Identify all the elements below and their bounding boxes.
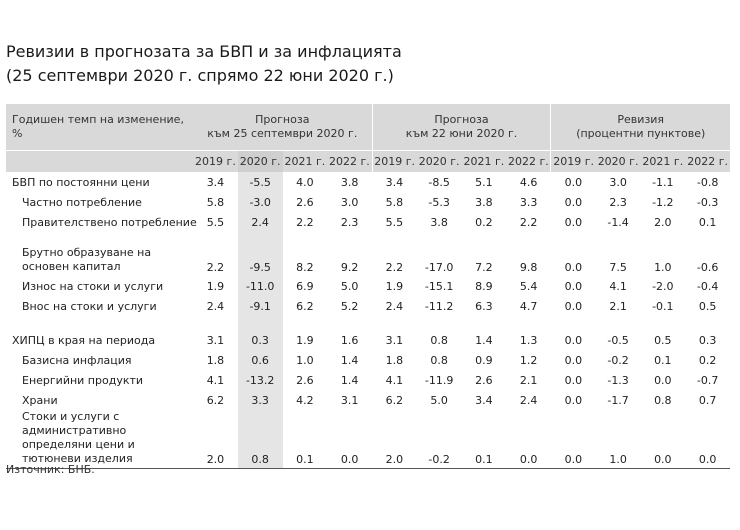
value-cell: 5.5 bbox=[206, 215, 225, 229]
document-title bbox=[6, 40, 402, 88]
row-label: Енергийни продукти bbox=[22, 373, 144, 387]
value-cell: 1.0 bbox=[654, 261, 672, 274]
value-cell: -0.4 bbox=[696, 279, 719, 293]
value-cell: -0.1 bbox=[652, 299, 674, 313]
group-header-row bbox=[6, 104, 730, 151]
value-cell: 7.5 bbox=[609, 261, 627, 274]
group-june-line1: Прогноза bbox=[434, 113, 489, 126]
value-cell: 2.1 bbox=[519, 373, 538, 387]
value-cell: -1.3 bbox=[607, 373, 629, 387]
row-label: Правителствено потребление bbox=[22, 215, 197, 229]
value-cell: -0.3 bbox=[696, 195, 719, 209]
value-cell: -1.7 bbox=[607, 393, 629, 407]
value-cell: -5.5 bbox=[238, 172, 283, 192]
table-row bbox=[6, 390, 730, 410]
table-row bbox=[6, 232, 730, 276]
spacer-cell bbox=[506, 316, 551, 330]
value-cell: 2.4 bbox=[385, 299, 404, 313]
value-cell: 0.2 bbox=[475, 215, 493, 229]
value-cell: 0.0 bbox=[564, 299, 583, 313]
value-cell: 3.0 bbox=[609, 175, 627, 189]
value-cell: 1.9 bbox=[385, 279, 404, 293]
spacer-cell bbox=[238, 316, 283, 330]
table-row bbox=[6, 370, 730, 390]
year-header: 2019 г. bbox=[551, 151, 596, 173]
spacer-row bbox=[6, 316, 730, 330]
value-cell: -3.0 bbox=[238, 192, 283, 212]
value-cell: 3.3 bbox=[519, 195, 538, 209]
value-cell: 0.8 bbox=[430, 333, 448, 347]
value-cell: 1.4 bbox=[340, 373, 359, 387]
value-cell: -9.1 bbox=[238, 296, 283, 316]
value-cell: 2.4 bbox=[206, 299, 225, 313]
value-cell: -11.2 bbox=[424, 299, 454, 313]
value-cell: 6.3 bbox=[475, 299, 493, 313]
value-cell: -0.2 bbox=[417, 410, 462, 469]
value-cell: -8.5 bbox=[428, 175, 450, 189]
value-cell: 8.2 bbox=[296, 261, 314, 274]
value-cell: 2.0 bbox=[193, 410, 238, 469]
spacer-cell bbox=[640, 316, 685, 330]
value-cell: 1.6 bbox=[340, 333, 359, 347]
spacer-cell bbox=[551, 316, 596, 330]
source-note: Източник: БНБ. bbox=[6, 463, 95, 476]
group-header-june bbox=[372, 104, 551, 151]
spacer-cell bbox=[685, 316, 730, 330]
value-cell: 0.0 bbox=[654, 373, 672, 387]
value-cell: 1.2 bbox=[519, 353, 538, 367]
value-cell: 0.0 bbox=[564, 195, 583, 209]
value-cell: 5.5 bbox=[385, 215, 404, 229]
value-cell: 1.9 bbox=[296, 333, 314, 347]
value-cell: -13.2 bbox=[238, 370, 283, 390]
value-cell: 0.0 bbox=[564, 353, 583, 367]
table-row bbox=[6, 410, 730, 469]
value-cell: 3.8 bbox=[430, 215, 448, 229]
value-cell: 2.1 bbox=[609, 299, 627, 313]
value-cell: 5.0 bbox=[430, 393, 448, 407]
group-june-line2: към 22 юни 2020 г. bbox=[405, 127, 518, 140]
row-label: Частно потребление bbox=[22, 195, 142, 209]
value-cell: 2.2 bbox=[519, 215, 538, 229]
value-cell: 6.2 bbox=[296, 299, 314, 313]
value-cell: 6.2 bbox=[206, 393, 225, 407]
value-cell: 2.2 bbox=[296, 215, 314, 229]
title-line-2: (25 септември 2020 г. спрямо 22 юни 2020 г.) bbox=[6, 66, 394, 85]
value-cell: 2.6 bbox=[475, 373, 493, 387]
value-cell: 4.6 bbox=[519, 175, 538, 189]
value-cell: 3.8 bbox=[475, 195, 493, 209]
value-cell: 2.2 bbox=[206, 261, 225, 274]
value-cell: 9.2 bbox=[340, 261, 359, 274]
value-cell: 0.1 bbox=[654, 353, 672, 367]
value-cell: 2.6 bbox=[296, 373, 314, 387]
spacer-cell bbox=[327, 316, 372, 330]
value-cell: 5.4 bbox=[519, 279, 538, 293]
row-label: Брутно образуване на основен капитал bbox=[22, 246, 152, 273]
value-cell: 8.9 bbox=[475, 279, 493, 293]
year-header: 2020 г. bbox=[596, 151, 641, 173]
table-row bbox=[6, 172, 730, 192]
year-header: 2020 г. bbox=[238, 151, 283, 173]
value-cell: 2.6 bbox=[296, 195, 314, 209]
value-cell: 0.0 bbox=[564, 333, 583, 347]
revision-table bbox=[6, 104, 730, 469]
value-cell: 1.4 bbox=[340, 353, 359, 367]
value-cell: 0.5 bbox=[654, 333, 672, 347]
value-cell: 4.1 bbox=[206, 373, 225, 387]
value-cell: 4.2 bbox=[296, 393, 314, 407]
row-label: БВП по постоянни цени bbox=[12, 175, 150, 189]
value-cell: 6.2 bbox=[385, 393, 404, 407]
value-cell: 1.4 bbox=[475, 333, 493, 347]
group-sept-line1: Прогноза bbox=[255, 113, 310, 126]
value-cell: 3.0 bbox=[340, 195, 359, 209]
value-cell: 0.0 bbox=[506, 410, 551, 469]
value-cell: -1.4 bbox=[607, 215, 629, 229]
value-cell: 2.4 bbox=[519, 393, 538, 407]
year-header-row bbox=[6, 151, 730, 173]
value-cell: 0.9 bbox=[475, 353, 493, 367]
value-cell: 3.1 bbox=[385, 333, 404, 347]
value-cell: 0.0 bbox=[564, 393, 583, 407]
value-cell: 2.3 bbox=[609, 195, 627, 209]
value-cell: 0.0 bbox=[327, 410, 372, 469]
spacer-cell bbox=[462, 316, 507, 330]
value-cell: 3.4 bbox=[385, 175, 404, 189]
value-cell: 0.2 bbox=[698, 353, 717, 367]
value-cell: 5.8 bbox=[385, 195, 404, 209]
value-cell: 0.0 bbox=[564, 373, 583, 387]
group-rev-line2: (процентни пунктове) bbox=[576, 127, 706, 140]
table-row bbox=[6, 212, 730, 232]
table-row bbox=[6, 276, 730, 296]
value-cell: 3.3 bbox=[238, 390, 283, 410]
table-row bbox=[6, 330, 730, 350]
spacer-cell bbox=[6, 316, 193, 330]
value-cell: -17.0 bbox=[424, 261, 454, 274]
value-cell: 0.8 bbox=[238, 410, 283, 469]
value-cell: 5.0 bbox=[340, 279, 359, 293]
value-cell: -9.5 bbox=[238, 232, 283, 276]
row-header-label: Годишен темп на изменение, % bbox=[6, 104, 193, 151]
value-cell: 0.1 bbox=[462, 410, 507, 469]
value-cell: -5.3 bbox=[428, 195, 450, 209]
value-cell: 2.2 bbox=[385, 261, 404, 274]
value-cell: -0.8 bbox=[696, 175, 719, 189]
value-cell: 1.0 bbox=[296, 353, 314, 367]
row-label: Износ на стоки и услуги bbox=[22, 279, 164, 293]
value-cell: 0.0 bbox=[564, 261, 583, 274]
group-header-sept bbox=[193, 104, 372, 151]
value-cell: 5.1 bbox=[475, 175, 493, 189]
value-cell: 0.1 bbox=[283, 410, 328, 469]
value-cell: 2.3 bbox=[340, 215, 359, 229]
value-cell: -11.0 bbox=[238, 276, 283, 296]
value-cell: 3.1 bbox=[206, 333, 225, 347]
value-cell: 5.2 bbox=[340, 299, 359, 313]
row-label: Внос на стоки и услуги bbox=[22, 299, 157, 313]
value-cell: 4.1 bbox=[385, 373, 404, 387]
year-header: 2022 г. bbox=[327, 151, 372, 173]
value-cell: 0.3 bbox=[238, 330, 283, 350]
year-header: 2019 г. bbox=[372, 151, 417, 173]
value-cell: -0.6 bbox=[696, 261, 719, 274]
value-cell: 0.6 bbox=[238, 350, 283, 370]
value-cell: 9.8 bbox=[519, 261, 538, 274]
spacer-cell bbox=[193, 316, 238, 330]
value-cell: 0.0 bbox=[564, 175, 583, 189]
value-cell: 2.0 bbox=[372, 410, 417, 469]
table-row bbox=[6, 192, 730, 212]
value-cell: 0.5 bbox=[698, 299, 717, 313]
year-header: 2022 г. bbox=[685, 151, 730, 173]
value-cell: 0.1 bbox=[698, 215, 717, 229]
spacer-cell bbox=[596, 316, 641, 330]
value-cell: -1.1 bbox=[652, 175, 674, 189]
value-cell: 0.8 bbox=[654, 393, 672, 407]
value-cell: 4.0 bbox=[296, 175, 314, 189]
value-cell: -15.1 bbox=[424, 279, 454, 293]
value-cell: 0.7 bbox=[698, 393, 717, 407]
group-rev-line1: Ревизия bbox=[617, 113, 665, 126]
year-header: 2021 г. bbox=[283, 151, 328, 173]
table-row bbox=[6, 296, 730, 316]
row-label: ХИПЦ в края на периода bbox=[12, 333, 156, 347]
value-cell: 7.2 bbox=[475, 261, 493, 274]
value-cell: -0.5 bbox=[607, 333, 629, 347]
value-cell: -2.0 bbox=[652, 279, 674, 293]
value-cell: 0.8 bbox=[430, 353, 448, 367]
group-sept-line2: към 25 септември 2020 г. bbox=[207, 127, 358, 140]
value-cell: 1.3 bbox=[519, 333, 538, 347]
value-cell: 2.0 bbox=[654, 215, 672, 229]
value-cell: 1.8 bbox=[385, 353, 404, 367]
table-row bbox=[6, 350, 730, 370]
value-cell: 4.1 bbox=[609, 279, 627, 293]
value-cell: 0.3 bbox=[698, 333, 717, 347]
value-cell: -0.2 bbox=[607, 353, 629, 367]
row-label: Базисна инфлация bbox=[22, 353, 132, 367]
year-header: 2021 г. bbox=[640, 151, 685, 173]
value-cell: 1.0 bbox=[596, 410, 641, 469]
value-cell: -11.9 bbox=[424, 373, 454, 387]
spacer-cell bbox=[417, 316, 462, 330]
value-cell: 0.0 bbox=[640, 410, 685, 469]
row-label: Храни bbox=[22, 393, 58, 407]
year-header: 2022 г. bbox=[506, 151, 551, 173]
value-cell: -0.7 bbox=[696, 373, 719, 387]
group-header-revision bbox=[551, 104, 730, 151]
value-cell: 0.0 bbox=[685, 410, 730, 469]
year-header: 2021 г. bbox=[462, 151, 507, 173]
value-cell: 6.9 bbox=[296, 279, 314, 293]
value-cell: 2.4 bbox=[238, 212, 283, 232]
spacer-cell bbox=[283, 316, 328, 330]
value-cell: 0.0 bbox=[551, 410, 596, 469]
value-cell: 3.1 bbox=[340, 393, 359, 407]
title-line-1: Ревизии в прогнозата за БВП и за инфлацията bbox=[6, 42, 402, 61]
value-cell: 5.8 bbox=[206, 195, 225, 209]
row-label: Стоки и услуги с административно определяни цени и тютюневи изделия bbox=[6, 410, 193, 469]
value-cell: 4.7 bbox=[519, 299, 538, 313]
year-header: 2019 г. bbox=[193, 151, 238, 173]
spacer-cell bbox=[372, 316, 417, 330]
value-cell: 3.4 bbox=[475, 393, 493, 407]
value-cell: 3.4 bbox=[206, 175, 225, 189]
table-body bbox=[6, 172, 730, 469]
value-cell: 0.0 bbox=[564, 215, 583, 229]
value-cell: -1.2 bbox=[652, 195, 674, 209]
value-cell: 0.0 bbox=[564, 279, 583, 293]
value-cell: 3.8 bbox=[340, 175, 359, 189]
year-header-blank bbox=[6, 151, 193, 173]
value-cell: 1.8 bbox=[206, 353, 225, 367]
value-cell: 1.9 bbox=[206, 279, 225, 293]
year-header: 2020 г. bbox=[417, 151, 462, 173]
